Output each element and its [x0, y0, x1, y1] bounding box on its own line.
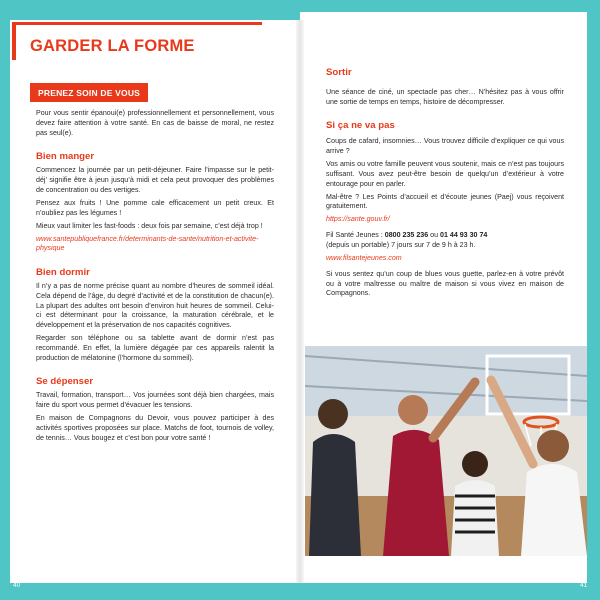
bien-manger-p1: Commencez la journée par un petit-déjeuner. Faire l’impasse sur le petit-déj’ signifie être à jeun jusqu’à midi et cela peut provoquer des problèmes de concentration ou des vertiges. — [36, 166, 274, 194]
heading-si-ca-ne-va-pas: Si ça ne va pas — [326, 120, 395, 132]
photo-illustration — [305, 346, 587, 556]
bien-dormir-p1: Il n’y a pas de norme précise quant au nombre d’heures de sommeil idéal. Cela dépend de l’âge, du degré d’activité et de la constitution de chacun(e). La plupart des adultes ont besoin d’environ huit heures de sommeil. Celui-ci est déterminant pour la croissance, la maturation cérébrale, et le développement et la préservation de nos capacités cognitives. — [36, 281, 274, 330]
player-2-body — [383, 430, 449, 556]
phone-number-1: 0800 235 236 — [384, 231, 429, 240]
si-ca-p1: Coups de cafard, insomnies… Vous trouvez difficile d’expliquer ce qui vous arrive ? — [326, 137, 564, 155]
player-1-head — [318, 399, 348, 429]
page-number-left: 40 — [13, 582, 21, 589]
heading-bien-manger: Bien manger — [36, 151, 95, 163]
player-3-head — [462, 451, 488, 477]
link-filsantejeunes[interactable]: www.filsantejeunes.com — [326, 253, 402, 262]
si-ca-p3: Mal-être ? Les Points d’accueil et d’écoute jeunes (Paej) vous reçoivent gratuitement. — [326, 192, 564, 211]
heading-sortir: Sortir — [326, 67, 352, 78]
title-accent-line — [12, 22, 262, 25]
bien-manger-p2: Pensez aux fruits ! Une pomme cale efficacement un petit creux. Et n’oubliez pas les légumes ! — [36, 198, 274, 217]
intro-paragraph: Pour vous sentir épanoui(e) professionnellement et personnellement, vous devez faire attention à votre santé. En cas de baisse de moral, ne restez pas seul(e). — [36, 109, 274, 137]
se-depenser-p2: En maison de Compagnons du Devoir, vous pouvez participer à des activités sportives proposées sur place. Matchs de foot, tournois de volley, de tennis… Vous bougez et c’est bon pour votre santé ! — [36, 414, 274, 442]
phone-number-2: 01 44 93 30 74 — [440, 231, 488, 240]
link-sante-gouv[interactable]: https://sante.gouv.fr/ — [326, 215, 390, 224]
player-4-head — [537, 430, 569, 462]
basketball-photo — [305, 346, 587, 556]
right-column — [326, 68, 564, 302]
fil-hours: (depuis un portable) 7 jours sur 7 de 9 h à 23 h. — [326, 240, 476, 249]
player-2-head — [398, 395, 428, 425]
player-3-body — [451, 480, 499, 556]
player-4-body — [521, 464, 587, 556]
heading-se-depenser: Se dépenser — [36, 376, 94, 388]
left-column — [36, 109, 274, 447]
si-ca-p2: Vos amis ou votre famille peuvent vous soutenir, mais ce n’est pas toujours suffisant. Vous avez peut-être besoin de quelqu’un d’extérieur à votre entourage pour en parler. — [326, 159, 564, 188]
fil-sante-jeunes — [326, 231, 564, 251]
si-ca-p4: Si vous sentez qu’un coup de blues vous guette, parlez-en à votre prévôt ou à votre maîtresse ou maître de maison si vous vivez en maison de Compagnons. — [326, 269, 564, 298]
fil-or: ou — [428, 231, 441, 240]
page-title: GARDER LA FORME — [30, 37, 195, 55]
fil-prefix: Fil Santé Jeunes : — [326, 231, 385, 240]
page-fold — [296, 20, 304, 583]
link-santepubliquefrance[interactable]: www.santepubliquefrance.fr/determinants-de-sante/nutrition-et-activite-physique — [36, 234, 259, 253]
bien-manger-p3: Mieux vaut limiter les fast-foods : deux fois par semaine, c’est déjà trop ! — [36, 221, 263, 230]
page-number-right: 41 — [580, 582, 588, 589]
section-pill: PRENEZ SOIN DE VOUS — [30, 83, 148, 102]
se-depenser-p1: Travail, formation, transport… Vos journées sont déjà bien chargées, mais faire du sport vous permet d’évacuer les tensions. — [36, 391, 274, 410]
bien-dormir-p2: Regarder son téléphone ou sa tablette avant de dormir n’est pas recommandé. En effet, la lumière dégagée par ces appareils ralentit la production de mélatonine (l’hormone du sommeil). — [36, 334, 274, 362]
player-1-body — [309, 434, 361, 556]
heading-bien-dormir: Bien dormir — [36, 267, 90, 279]
sortir-p1: Une séance de ciné, un spectacle pas cher… N’hésitez pas à vous offrir une sortie de temps en temps, histoire de décompresser. — [326, 87, 564, 106]
title-accent-bar — [12, 22, 16, 60]
